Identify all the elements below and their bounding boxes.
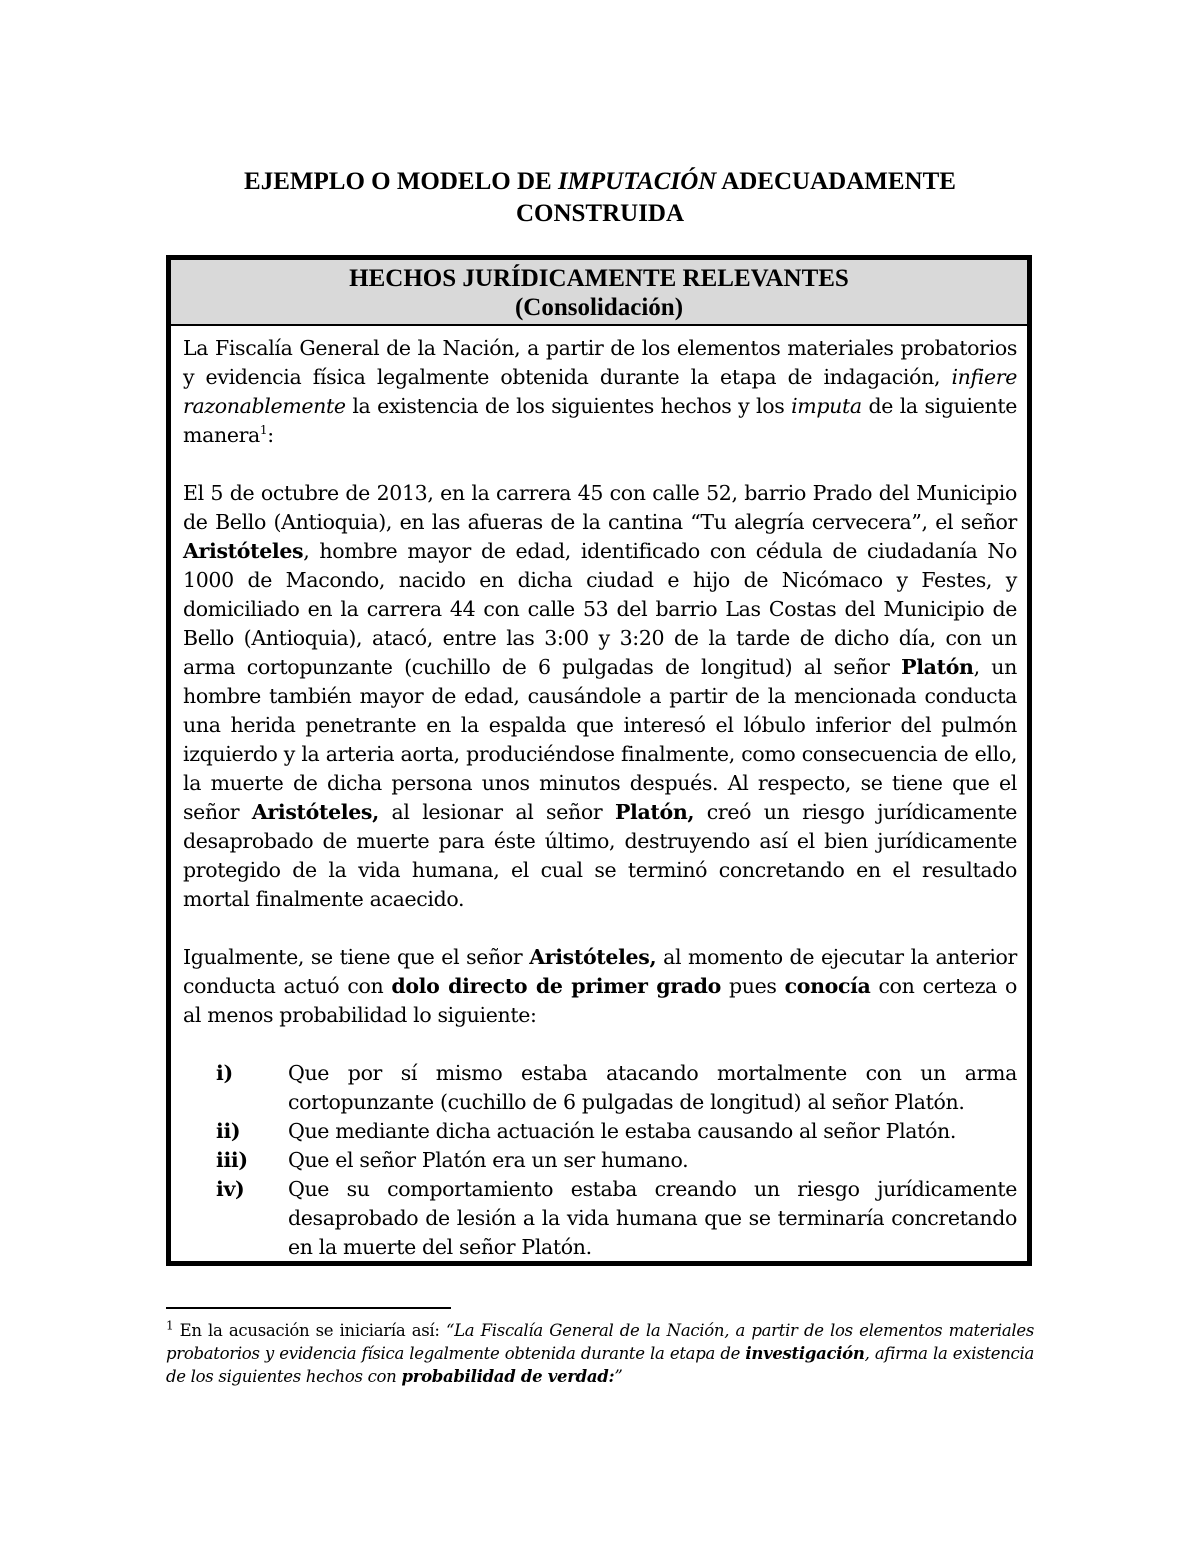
facts-box [166, 255, 1032, 1266]
footnote-quote-text: ” [614, 1367, 623, 1386]
list-item [183, 1146, 1017, 1175]
name-platon: Platón [901, 655, 974, 679]
knowledge-list [183, 1059, 1017, 1262]
intent-text: pues [720, 974, 785, 998]
title-text-1: EJEMPLO O MODELO DE [244, 168, 558, 195]
title-text-line2: CONSTRUIDA [515, 200, 685, 227]
facts-text: creó un riesgo jurídicamente desaprobado de muerte para éste último, destruyendo así el bien jurídicamente protegido de la vida humana, el cual se terminó concretando en el resultado mortal finalmente acaecido. [183, 800, 1017, 911]
facts-text: , un hombre también mayor de edad, causándole a partir de la mencionada conducta una herida penetrante en la espalda que interesó el lóbulo inferior del pulmón izquierdo y la arteria aorta, produciéndose finalmente, como consecuencia de ello, la muerte de dicha persona unos minutos después. Al respecto, se tiene que el señor [183, 655, 1017, 824]
footnote-emphasis-investigacion: investigación [745, 1344, 865, 1363]
title-text-italic: IMPUTACIÓN [557, 168, 717, 195]
intro-text: La Fiscalía General de la Nación, a partir de los elementos materiales probatorios y evidencia física legalmente obtenida durante la etapa de indagación, [183, 336, 1017, 389]
intent-emphasis-dolo: dolo directo de primer grado [391, 974, 721, 998]
list-item [183, 1059, 1017, 1117]
intro-paragraph [183, 334, 1017, 450]
list-item [183, 1175, 1017, 1262]
box-header-title: HECHOS JURÍDICAMENTE RELEVANTES [349, 265, 849, 292]
name-aristoteles: Aristóteles, [529, 945, 657, 969]
list-item-text: Que su comportamiento estaba creando un riesgo jurídicamente desaprobado de lesión a la vida humana que se terminaría concretando en la muerte del señor Platón. [288, 1177, 1017, 1259]
name-aristoteles: Aristóteles [183, 539, 304, 563]
intro-text: de la siguiente manera [183, 394, 1017, 447]
footnote-number: 1 [166, 1318, 174, 1333]
intent-text: con certeza o al menos probabilidad lo siguiente: [183, 974, 1017, 1027]
intro-text: : [267, 423, 274, 447]
facts-text: al lesionar al señor [378, 800, 615, 824]
title-text-2: ADECUADAMENTE [716, 168, 956, 195]
intro-emphasis-infiere: infiere razonablemente [183, 365, 1017, 418]
box-header [171, 260, 1027, 326]
footnote-separator [166, 1307, 451, 1309]
intent-text: al momento de ejecutar la anterior conducta actuó con [183, 945, 1017, 998]
intro-text: la existencia de los siguientes hechos y los [345, 394, 792, 418]
list-item-number: i) [216, 1061, 233, 1085]
footnote [166, 1319, 1034, 1388]
list-item-number: iv) [216, 1177, 245, 1201]
list-item-text: Que el señor Platón era un ser humano. [288, 1148, 689, 1172]
list-item [183, 1117, 1017, 1146]
name-platon: Platón, [614, 800, 695, 824]
name-aristoteles: Aristóteles, [251, 800, 379, 824]
facts-text: El 5 de octubre de 2013, en la carrera 45 con calle 52, barrio Prado del Municipio de Bello (Antioquia), en las afueras de la cantina “Tu alegría cervecera”, el señor [183, 481, 1017, 534]
footnote-quote-text: “La Fiscalía General de la Nación, a partir de los elementos materiales probatorios y evidencia física legalmente obtenida durante la etapa de [166, 1321, 1035, 1363]
footnote-reference[interactable]: 1 [259, 423, 268, 438]
list-item-number: iii) [216, 1148, 248, 1172]
facts-text: , hombre mayor de edad, identificado con cédula de ciudadanía No 1000 de Macondo, nacido en dicha ciudad e hijo de Nicómaco y Festes, y domiciliado en la carrera 44 con calle 53 del barrio Las Costas del Municipio de Bello (Antioquia), atacó, entre las 3:00 y 3:20 de la tarde de dicho día, con un arma cortopunzante (cuchillo de 6 pulgadas de longitud) al señor [183, 539, 1017, 679]
list-item-number: ii) [216, 1119, 241, 1143]
box-body [171, 326, 1027, 1262]
intent-emphasis-conocia: conocía [784, 974, 871, 998]
document-title [0, 166, 1200, 230]
intro-emphasis-imputa: imputa [791, 394, 862, 418]
intent-paragraph [183, 943, 1017, 1030]
intent-text: Igualmente, se tiene que el señor [183, 945, 530, 969]
footnote-emphasis-probabilidad: probabilidad de verdad: [401, 1367, 615, 1386]
list-item-text: Que mediante dicha actuación le estaba causando al señor Platón. [288, 1119, 957, 1143]
box-header-subtitle: (Consolidación) [514, 294, 684, 321]
facts-paragraph [183, 479, 1017, 914]
footnote-text: En la acusación se iniciaría así: [173, 1321, 446, 1340]
list-item-text: Que por sí mismo estaba atacando mortalmente con un arma cortopunzante (cuchillo de 6 pulgadas de longitud) al señor Platón. [288, 1061, 1017, 1114]
footnote-quote-text: , afirma la existencia de los siguientes hechos con [166, 1344, 1035, 1386]
